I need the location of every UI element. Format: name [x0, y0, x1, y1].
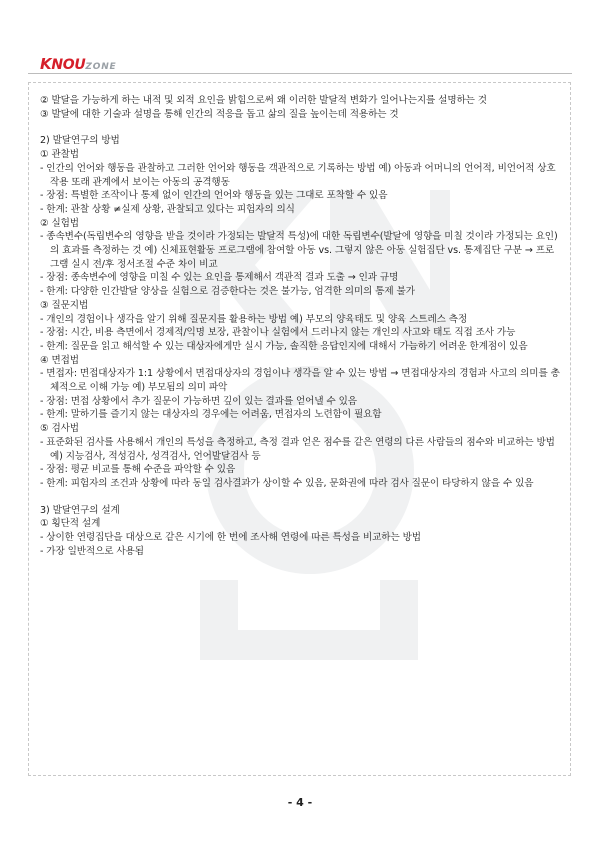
- text-line: - 개인의 경험이나 생각을 알기 위해 질문지를 활용하는 방법 예) 부모의 양육태도 및 양육 스트레스 측정: [40, 313, 468, 325]
- text-line: - 한계: 질문을 읽고 해석할 수 있는 대상자에게만 실시 가능, 솔직한 응답인지에 대해서 가늠하기 어려운 한계점이 있음: [40, 340, 528, 352]
- section-heading: 3) 발달연구의 설계: [40, 504, 120, 516]
- section-heading: 2) 발달연구의 방법: [40, 135, 120, 147]
- page-number: - 4 -: [287, 796, 313, 809]
- text-line: - 장점: 면접 상황에서 추가 질문이 가능하면 깊이 있는 결과를 얻어낼 수 있음: [40, 395, 357, 407]
- text-line: - 상이한 연령집단을 대상으로 같은 시기에 한 번에 조사해 연령에 따른 특성을 비교하는 방법: [40, 532, 421, 544]
- logo-k: K: [40, 55, 52, 73]
- text-line: - 장점: 평균 비교를 통해 수준을 파악할 수 있음: [40, 464, 236, 476]
- text-line: ② 발달을 가능하게 하는 내적 및 외적 요인을 밝힘으로써 왜 이러한 발달적 변화가 일어나는지를 설명하는 것: [40, 95, 487, 106]
- text-line: - 장점: 시간, 비용 측면에서 경제적/익명 보장, 관찰이나 실험에서 드러나지 않는 개인의 사고와 태도 직접 조사 가능: [40, 327, 516, 339]
- logo-zone: ZONE: [85, 62, 117, 72]
- knouzone-logo: [40, 55, 116, 73]
- section-heading: ① 횡단적 설계: [40, 518, 101, 530]
- text-line: ③ 발달에 대한 기술과 설명을 통해 인간의 적응을 돕고 삶의 질을 높이는데 적용하는 것: [40, 108, 399, 120]
- text-line: - 면접자: 면접대상자가 1:1 상황에서 면접대상자의 경험이나 생각을 알 수 있는 방법 → 면접대상자의 경험과 사고의 의미를 총체적으로 이해 가능 예) 부모됨의 의미 파악: [40, 368, 560, 394]
- text-line: - 인간의 언어와 행동을 관찰하고 그러한 언어와 행동을 객관적으로 기록하는 방법 예) 아동과 어머니의 언어적, 비언어적 상호작용 또래 관계에서 보이는 아동의 공격행동: [40, 162, 556, 188]
- section-spacer: [40, 121, 562, 134]
- section-spacer: [40, 491, 562, 504]
- text-line: - 가장 일반적으로 사용됨: [40, 545, 144, 557]
- section-heading: ⑤ 검사법: [40, 423, 79, 435]
- text-line: - 한계: 피험자의 조건과 상황에 따라 동일 검사결과가 상이할 수 있음, 문화권에 따라 검사 질문이 타당하지 않을 수 있음: [40, 477, 534, 489]
- logo-nou: NOU: [51, 57, 86, 73]
- text-line: - 종속변수(독립변수의 영향을 받을 것이라 가정되는 발달적 특성)에 대한 독립변수(발달에 영향을 미칠 것이라 가정되는 요인)의 효과를 측정하는 것 예) 신체표현활동 프로그램에 참여할 아동 vs. 그렇지 않은 아동 실험집단 vs. 통제집단 구분 → 프로그램 실시 전/후 정서조절 수준 차이 비교: [40, 231, 558, 270]
- section-heading: ② 실험법: [40, 217, 79, 229]
- text-line: - 장점: 종속변수에 영향을 미칠 수 있는 요인을 통제해서 객관적 결과 도출 → 인과 규명: [40, 272, 399, 284]
- text-line: - 한계: 다양한 인간발달 양상을 실험으로 검증한다는 것은 불가능, 엄격한 의미의 통제 불가: [40, 286, 415, 298]
- text-line: - 한계: 말하기를 즐기지 않는 대상자의 경우에는 어려움, 면접자의 노련함이 필요함: [40, 409, 382, 421]
- section-heading: ① 관찰법: [40, 149, 79, 161]
- text-line: - 한계: 관찰 상황 ≠실제 상황, 관찰되고 있다는 피험자의 의식: [40, 203, 295, 215]
- section-heading: ③ 질문지법: [40, 299, 89, 311]
- document-body: [40, 94, 562, 559]
- text-line: - 장점: 특별한 조작이나 통제 없이 인간의 언어와 행동을 있는 그대로 포착할 수 있음: [40, 190, 388, 202]
- header-divider: [28, 73, 572, 74]
- text-line: - 표준화된 검사를 사용해서 개인의 특성을 측정하고, 측정 결과 얻은 점수를 같은 연령의 다른 사람들의 점수와 비교하는 방법 예) 지능검사, 적성검사, 성격검사, 언어발달검사 등: [40, 436, 555, 462]
- section-heading: ④ 면접법: [40, 354, 79, 366]
